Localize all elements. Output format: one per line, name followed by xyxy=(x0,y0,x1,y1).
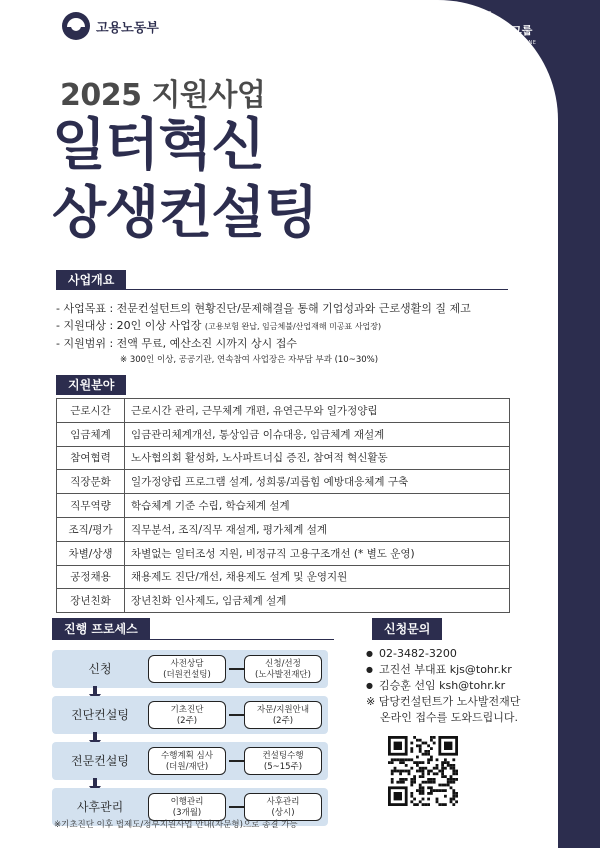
process-box-second xyxy=(244,701,322,729)
field-description: 차별없는 일터조성 지원, 비정규직 고용구조개선 (* 별도 운영) xyxy=(125,541,510,565)
fields-row xyxy=(57,517,510,541)
process-step xyxy=(52,742,328,780)
process-box-first xyxy=(148,701,226,729)
firm-subtitle: 노무법인 xyxy=(458,11,493,20)
overview-rule xyxy=(56,289,508,290)
field-category: 임금체계 xyxy=(57,422,125,446)
process-box-second-line2: (상시) xyxy=(271,808,295,818)
main-title-line1: 일터혁신 xyxy=(52,113,265,178)
field-description: 노사협의회 활성화, 노사파트너십 증진, 참여적 혁신활동 xyxy=(125,446,510,470)
main-title-line2: 상생컨설팅 xyxy=(52,181,318,246)
process-box-second-line2: (5~15주) xyxy=(263,762,303,772)
process-box-first-line1: 기초진단 xyxy=(170,705,204,715)
process-box-first-line1: 수행계획 심사 xyxy=(161,751,213,761)
process-box-second xyxy=(244,793,322,821)
process-box-first-line1: 이행관리 xyxy=(170,797,204,807)
process-box-second-line1: 사후관리 xyxy=(266,797,300,807)
process-step-name: 신청 xyxy=(88,662,112,676)
field-description: 근로시간 관리, 근무체계 개편, 유연근무와 일가정양립 xyxy=(125,399,510,423)
field-category: 조직/평가 xyxy=(57,517,125,541)
overview-target xyxy=(56,317,471,335)
fields-table xyxy=(56,398,510,613)
fields-row xyxy=(57,541,510,565)
fields-row xyxy=(57,399,510,423)
fields-row xyxy=(57,470,510,494)
process-box-second-line2: (2주) xyxy=(272,716,294,726)
fields-heading: 지원분야 xyxy=(56,375,126,395)
contact-phone: ● 02-3482-3200 xyxy=(366,646,520,662)
qr-code-icon[interactable] xyxy=(388,736,458,806)
field-category: 직무역량 xyxy=(57,494,125,518)
field-category: 직장문화 xyxy=(57,470,125,494)
process-step-name: 전문컨설팅 xyxy=(71,754,129,768)
overview-body xyxy=(56,300,471,369)
contact-person-2: ● 김승훈 선임 ksh@tohr.kr xyxy=(366,678,520,694)
field-description: 학습체계 기준 수립, 학습체계 설계 xyxy=(125,494,510,518)
field-description: 임금관리체계개선, 통상임금 이슈대응, 임금체계 재설계 xyxy=(125,422,510,446)
fields-row xyxy=(57,446,510,470)
field-category: 공정채용 xyxy=(57,565,125,589)
process-box-first-line1: 사전상담 xyxy=(170,659,204,669)
ministry-emblem-icon xyxy=(62,12,90,40)
field-category: 차별/상생 xyxy=(57,541,125,565)
process-step-name: 사후관리 xyxy=(76,800,124,814)
overview-target-main: - 지원대상 : 20인 이상 사업장 xyxy=(56,319,202,332)
process-rule xyxy=(52,639,334,640)
firm-logo-group xyxy=(430,10,536,46)
process-step xyxy=(52,696,328,734)
firm-emblem-icon xyxy=(430,11,452,45)
field-description: 채용제도 진단/개선, 채용제도 설계 및 운영지원 xyxy=(125,565,510,589)
firm-name: 더원컨설팅그룹 xyxy=(458,24,533,37)
process-box-first xyxy=(148,793,226,821)
ministry-name: 고용노동부 xyxy=(96,20,159,36)
overview-scope-note: ※ 300인 이상, 공공기관, 연속참여 사업장은 자부담 부과 (10~30%) xyxy=(120,355,379,365)
process-box-first xyxy=(148,747,226,775)
process-footnote: ※기초진단 이후 법제도/정부지원사업 안내(자문형)으로 종결 가능 xyxy=(54,820,298,830)
process-box-second-line1: 신청/선정 xyxy=(265,659,301,669)
process-box-first-line2: (2주) xyxy=(176,716,198,726)
fields-row xyxy=(57,422,510,446)
contact-info xyxy=(366,646,520,726)
contact-person-1: ● 고진선 부대표 kjs@tohr.kr xyxy=(366,662,520,678)
contact-note-2: 온라인 접수를 도와드립니다. xyxy=(380,711,519,724)
process-box-first-line2: (3개월) xyxy=(172,808,202,818)
fields-row xyxy=(57,565,510,589)
process-box-first-line2: (더원컨설팅) xyxy=(163,670,211,680)
process-box-second xyxy=(244,655,322,683)
process-heading: 진행 프로세스 xyxy=(52,618,150,640)
process-box-second xyxy=(244,747,322,775)
field-category: 참여협력 xyxy=(57,446,125,470)
process-box-second-line2: (노사발전재단) xyxy=(255,670,311,680)
process-box-second-line1: 컨설팅수행 xyxy=(262,751,304,761)
fields-row xyxy=(57,494,510,518)
field-category: 근로시간 xyxy=(57,399,125,423)
ministry-logo-group xyxy=(62,12,159,40)
process-box-first xyxy=(148,655,226,683)
process-box-first-line2: (더원/재단) xyxy=(165,762,209,772)
overview-goal: - 사업목표 : 전문컨설턴트의 현황진단/문제해결을 통해 기업성과와 근로생활의 질 제고 xyxy=(56,302,471,315)
overview-target-condition: (고용보험 완납, 임금체불/산업재해 미공표 사업장) xyxy=(204,322,382,331)
year-title: 2025 지원사업 xyxy=(60,78,266,113)
field-category: 장년친화 xyxy=(57,589,125,613)
field-description: 장년친화 인사제도, 임금체계 설계 xyxy=(125,589,510,613)
process-step-name: 진단컨설팅 xyxy=(71,708,129,722)
contact-heading: 신청문의 xyxy=(372,618,442,640)
field-description: 일가정양립 프로그램 설계, 성희롱/괴롭힘 예방대응체계 구축 xyxy=(125,470,510,494)
process-step xyxy=(52,650,328,688)
fields-row xyxy=(57,589,510,613)
overview-scope: - 지원범위 : 전액 무료, 예산소진 시까지 상시 접수 xyxy=(56,337,298,350)
overview-heading: 사업개요 xyxy=(56,270,126,290)
field-description: 직무분석, 조직/직무 재설계, 평가체계 설계 xyxy=(125,517,510,541)
firm-english-name: LABOR LAW FIRM THE ONE xyxy=(458,40,537,46)
contact-note-1: ※ 담당컨설턴트가 노사발전재단 xyxy=(366,695,521,708)
process-box-second-line1: 자문/지원안내 xyxy=(256,705,310,715)
